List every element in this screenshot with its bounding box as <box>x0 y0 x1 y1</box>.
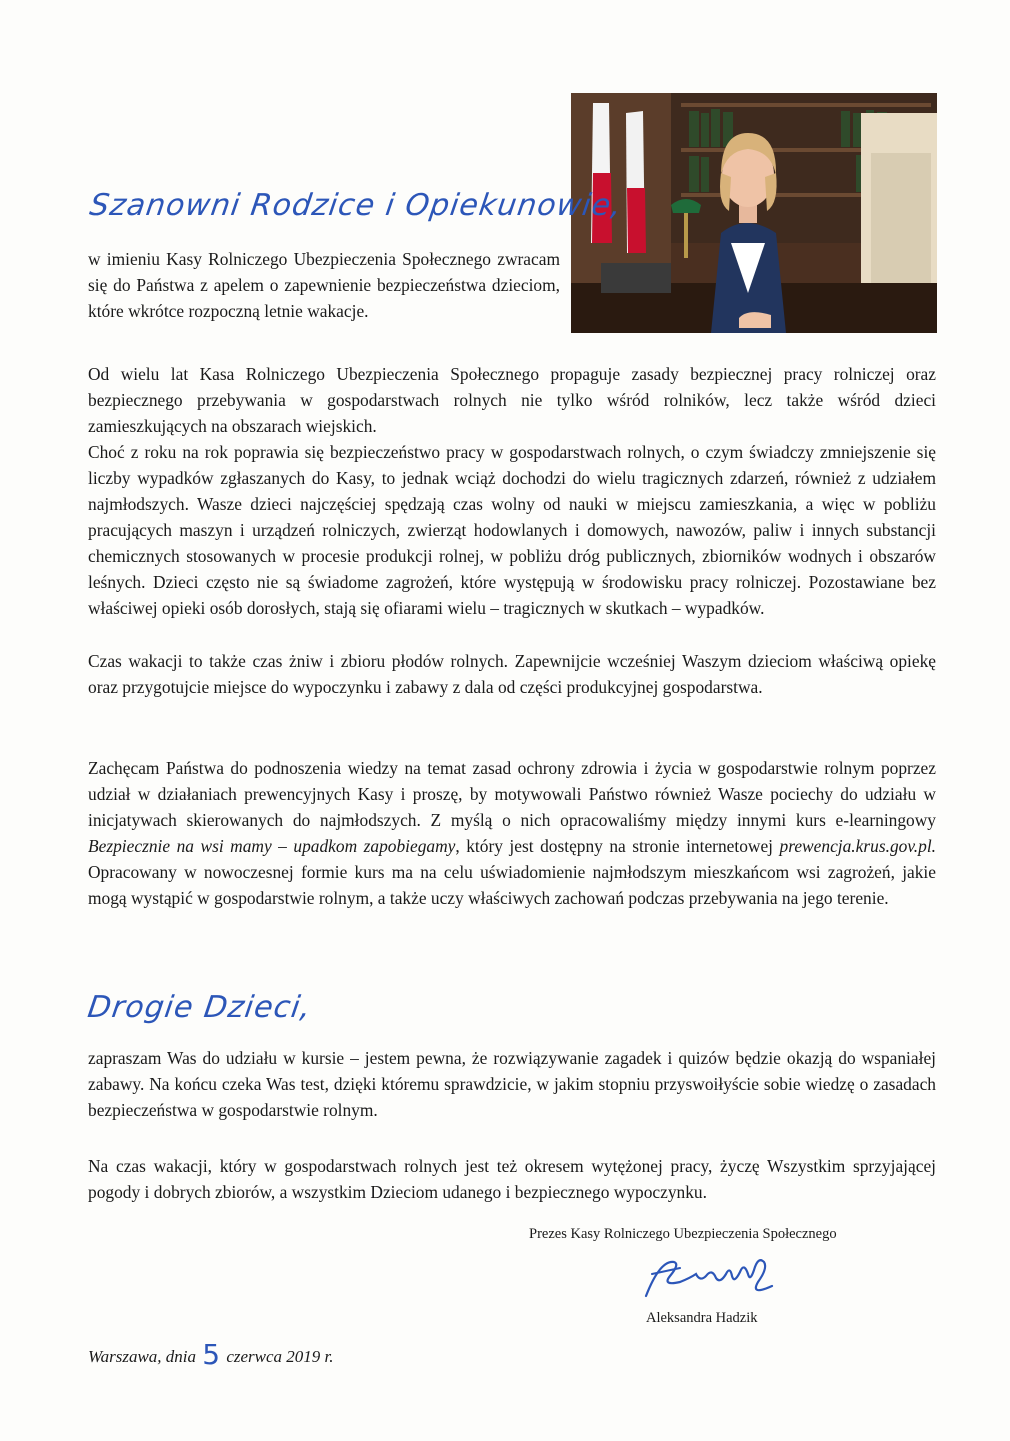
website-link[interactable]: prewencja.krus.gov.pl. <box>779 836 936 856</box>
intro-paragraph: w imieniu Kasy Rolniczego Ubezpieczenia Społecznego zwracam się do Państwa z apelem o zapewnienie bezpieczeństwa dzieciom, które wkrótce rozpoczną letnie wakacje. <box>88 249 560 321</box>
signatory-name: Aleksandra Hadzik <box>646 1310 758 1326</box>
paragraph-4 <box>88 755 936 911</box>
paragraph-1: Od wielu lat Kasa Rolniczego Ubezpieczenia Społecznego propaguje zasady bezpiecznej pracy rolniczej oraz bezpiecznego przebywania w gospodarstwach rolnych nie tylko wśród rolników, lecz także wśród dzieci zamieszkujących na obszarach wiejskich. <box>88 364 936 436</box>
paragraph-3: Czas wakacji to także czas żniw i zbioru płodów rolnych. Zapewnijcie wcześniej Waszym dzieciom właściwą opiekę oraz przygotujcie miejsce do wypoczynku i zabawy z dala od części produkcyjnej gospodarstwa. <box>88 651 936 697</box>
place-and-date <box>88 1338 334 1371</box>
handwritten-signature <box>640 1252 780 1304</box>
greeting-parents: Szanowni Rodzice i Opiekunowie, <box>87 188 625 223</box>
place-date-prefix: Warszawa, dnia <box>88 1347 197 1366</box>
paragraph-6: Na czas wakacji, który w gospodarstwach rolnych jest też okresem wytężonej pracy, życzę Wszystkim sprzyjającej pogody i dobrych zbiorów, a wszystkim Dzieciom udanego i bezpiecznego wypoczynku. <box>88 1156 936 1202</box>
paragraph-2: Choć z roku na rok poprawia się bezpieczeństwo pracy w gospodarstwach rolnych, o czym świadczy zmniejszenie się liczby wypadków zgłaszanych do Kasy, to jednak wciąż dochodzi do wielu tragicznych zdarzeń, również z udziałem najmłodszych. Wasze dzieci najczęściej spędzają czas wolny od nauki w miejscu zamieszkania, a więc w pobliżu pracujących maszyn i urządzeń rolniczych, zwierząt hodowlanych i domowych, nawozów, paliw i innych substancji chemicznych stosowanych w procesie produkcji rolnej, w pobliżu dróg publicznych, zbiorników wodnych i obszarów leśnych. Dzieci często nie są świadome zagrożeń, które występują w środowisku pracy rolniczej. Pozostawiane bez właściwej opieki osób dorosłych, stają się ofiarami wielu – tragicznych w skutkach – wypadków. <box>88 442 936 618</box>
place-date-suffix: czerwca 2019 r. <box>226 1347 334 1366</box>
greeting-children: Drogie Dzieci, <box>85 990 314 1025</box>
paragraph-4-part-1: Zachęcam Państwa do podnoszenia wiedzy na temat zasad ochrony zdrowia i życia w gospodarstwie rolnym poprzez udział w działaniach prewencyjnych Kasy i proszę, by motywowali Państwo również Wasze pociechy do udziału w inicjatywach skierowanych do najmłodszych. Z myślą o nich opracowaliśmy między innymi kurs e-learningowy <box>88 758 936 830</box>
handwritten-day: 5 <box>202 1338 221 1371</box>
paragraph-4-part-2: , który jest dostępny na stronie internetowej <box>455 836 780 856</box>
signatory-title: Prezes Kasy Rolniczego Ubezpieczenia Społecznego <box>529 1226 837 1242</box>
paragraph-5: zapraszam Was do udziału w kursie – jestem pewna, że rozwiązywanie zagadek i quizów będzie okazją do wspaniałej zabawy. Na końcu czeka Was test, dzięki któremu sprawdzicie, w jakim stopniu przyswoiłyście sobie wiedzę o zasadach bezpieczeństwa w gospodarstwie rolnym. <box>88 1048 936 1120</box>
paragraph-4-part-3: Opracowany w nowoczesnej formie kurs ma na celu uświadomienie najmłodszym mieszkańcom wsi zagrożeń, jakie mogą wystąpić w gospodarstwie rolnym, a także uczy właściwych zachowań podczas przebywania na jego terenie. <box>88 862 936 908</box>
portrait-photo <box>571 93 937 333</box>
course-title: Bezpiecznie na wsi mamy – upadkom zapobiegamy <box>88 836 456 856</box>
